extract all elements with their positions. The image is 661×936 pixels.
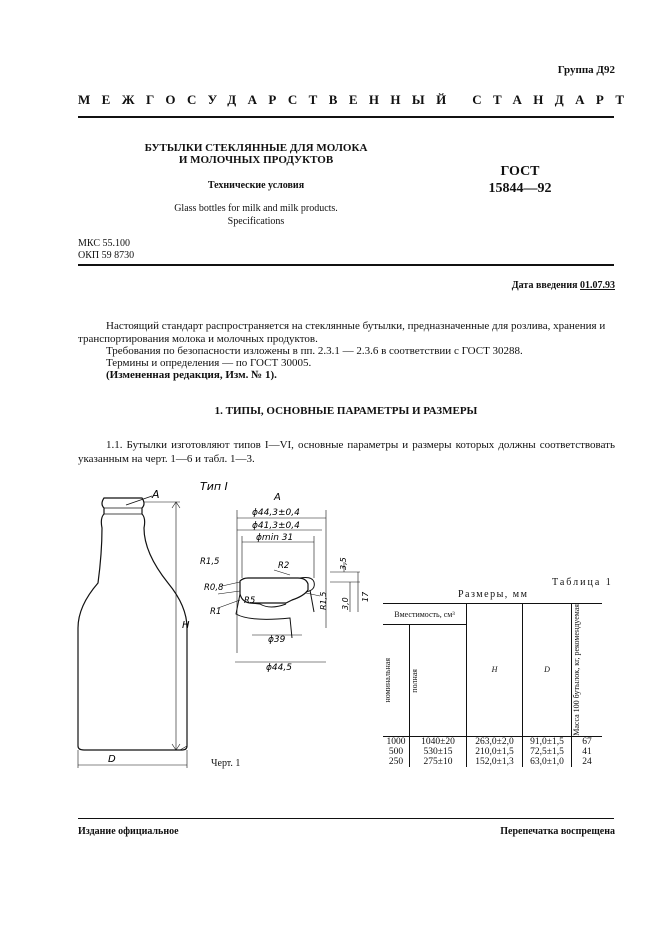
intro-paragraph-1: Настоящий стандарт распространяется на стеклянные бутылки, предназначенные для розлива, хранения и транспортирования молока и молочных продуктов. — [78, 320, 606, 345]
intro-paragraph-2: Требования по безопасности изложены в пп. 2.3.1 — 2.3.6 в соответствии с ГОСТ 30288. — [106, 345, 523, 357]
mks-code: МКС 55.100 — [78, 238, 130, 249]
section-1-title: 1. ТИПЫ, ОСНОВНЫЕ ПАРАМЕТРЫ И РАЗМЕРЫ — [214, 405, 478, 417]
dim-h30: 3,0 — [341, 597, 350, 610]
col-full-label: полная — [410, 668, 419, 693]
col-h: H — [467, 604, 523, 737]
footer-reprint: Перепечатка воспрещена — [500, 826, 615, 837]
detail-label-a: А — [274, 492, 281, 503]
footer-official: Издание официальное — [78, 826, 179, 837]
col-nominal-label: номинальная — [383, 658, 392, 703]
table-row — [383, 747, 602, 757]
cell-mass: 67 — [572, 736, 603, 747]
gost-number: 15844—92 — [488, 181, 552, 196]
dim-d1: ϕ44,3±0,4 — [252, 508, 300, 518]
dim-d3: ϕmin 31 — [256, 533, 294, 543]
english-title-line2: Specifications — [227, 216, 285, 227]
dim-d2: ϕ41,3±0,4 — [252, 521, 300, 531]
radius-r5: R5 — [244, 596, 256, 606]
cell-d: 91,0±1,5 — [523, 736, 572, 747]
figure-caption: Черт. 1 — [211, 758, 241, 769]
effective-date-label: Дата введения — [511, 280, 578, 291]
cell-d: 63,0±1,0 — [523, 757, 572, 767]
cell-d: 72,5±1,5 — [523, 747, 572, 757]
col-mass-label: Масса 100 бутылок, кг, рекомендуемая — [572, 604, 581, 736]
clause-1-1: 1.1. Бутылки изготовляют типов I—VI, основные параметры и размеры которых должны соответствовать указанным на черт. 1—6 и табл. 1—3. — [78, 439, 615, 465]
cell-nominal: 250 — [388, 756, 404, 767]
radius-r15b: R1,5 — [319, 591, 328, 610]
col-full — [410, 625, 467, 737]
top-rule — [78, 116, 614, 118]
bottle-label-a: А — [152, 488, 160, 501]
col-nominal — [383, 625, 410, 737]
cell-mass: 24 — [572, 757, 603, 767]
cell-nominal: 1000 — [386, 736, 406, 747]
table-subtitle: Размеры, мм — [458, 589, 529, 600]
cell-nominal: 500 — [388, 746, 404, 757]
intro-paragraph-3: Термины и определения — по ГОСТ 30005. — [106, 357, 312, 369]
doc-subtitle: Технические условия — [207, 180, 305, 191]
dim-d5: ϕ44,5 — [266, 663, 292, 673]
cell-h: 210,0±1,5 — [467, 747, 523, 757]
type-label: Тип I — [200, 480, 228, 493]
cell-full: 1040±20 — [410, 736, 467, 747]
title-rule — [78, 264, 614, 266]
col-capacity: Вместимость, см³ — [394, 609, 455, 619]
doc-title-line2: И МОЛОЧНЫХ ПРОДУКТОВ — [178, 154, 334, 166]
okp-code: ОКП 59 8730 — [78, 250, 135, 261]
table-title: Таблица 1 — [552, 577, 613, 588]
radius-r1: R1 — [210, 607, 222, 617]
effective-date — [512, 280, 615, 291]
bottle-outline — [78, 498, 187, 750]
col-mass — [572, 604, 603, 737]
dimensions-table — [383, 603, 602, 767]
gost-label: ГОСТ — [500, 164, 540, 179]
radius-r15: R1,5 — [200, 557, 220, 567]
dim-d4: ϕ39 — [268, 635, 286, 645]
drawing-chart-1 — [60, 478, 420, 768]
dim-h: H — [182, 620, 190, 631]
doc-title-line1: БУТЫЛКИ СТЕКЛЯННЫЕ ДЛЯ МОЛОКА — [144, 142, 368, 154]
cell-h: 263,0±2,0 — [467, 736, 523, 747]
dim-h17: 17 — [361, 591, 370, 602]
english-title-line1: Glass bottles for milk and milk products. — [174, 203, 338, 214]
radius-r2: R2 — [278, 561, 290, 571]
dim-h35: 3,5 — [339, 557, 348, 570]
dim-d: D — [108, 754, 116, 765]
cell-full: 275±10 — [410, 757, 467, 767]
cell-mass: 41 — [572, 747, 603, 757]
standard-banner: МЕЖГОСУДАРСТВЕННЫЙ СТАНДАРТ — [78, 92, 636, 107]
footer-rule — [78, 818, 614, 819]
effective-date-value: 01.07.93 — [580, 280, 615, 291]
table-row — [383, 736, 602, 747]
amendment-note: (Измененная редакция, Изм. № 1). — [106, 369, 277, 381]
table-row — [383, 757, 602, 767]
group-code: Группа Д92 — [557, 64, 615, 76]
col-d: D — [523, 604, 572, 737]
radius-r08: R0,8 — [204, 583, 224, 593]
cell-full: 530±15 — [410, 747, 467, 757]
cell-h: 152,0±1,3 — [467, 757, 523, 767]
